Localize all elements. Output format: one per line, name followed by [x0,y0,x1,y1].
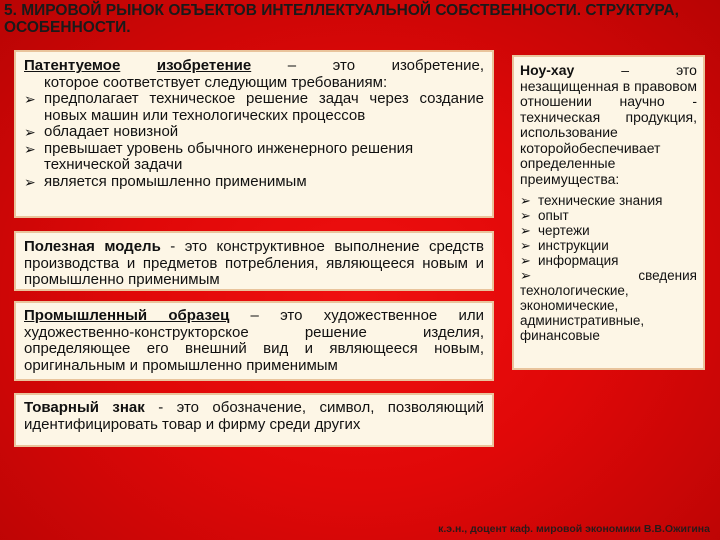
patent-requirement-item: ➢ превышает уровень обычного инженерного решения технической задачи [24,139,414,173]
arrow-bullet-icon: ➢ [520,193,531,208]
know-how-item: ➢ опыт [520,208,569,223]
arrow-bullet-icon: ➢ [24,124,36,140]
patent-definition-lead [24,58,484,75]
patent-requirement-item: ➢ предполагает техническое решение задач через создание новых машин или технологических процессов [24,90,484,124]
know-how-dash: – [621,62,630,78]
arrow-bullet-icon: ➢ [520,223,531,238]
utility-model-box [14,231,494,291]
trademark-term: Товарный знак [24,399,145,416]
know-how-definition [520,63,697,187]
know-how-item: ➢ сведения [520,268,697,283]
arrow-bullet-icon: ➢ [520,208,531,223]
utility-definition: - это конструктивное выполнение средств производства и предметов потребления, являющееся новым и промышленно применимым [24,238,485,288]
know-how-item: ➢ инструкции [520,238,609,253]
patent-term-2: изобретение [156,57,252,74]
design-term: Промышленный образец [24,307,230,324]
patent-requirement-item: ➢ обладает новизной [24,123,179,140]
know-how-item: ➢ чертежи [520,223,590,238]
know-how-eto: это [676,62,697,78]
author-footer: к.э.н., доцент каф. мировой экономики В.В.Ожигина [438,523,710,535]
arrow-bullet-icon: ➢ [520,268,532,283]
patent-lead-continuation: которое соответствует следующим требованиям: [44,73,388,91]
arrow-bullet-icon: ➢ [24,91,36,107]
know-how-term: Ноу-хау [520,62,575,78]
trademark-box [14,393,494,447]
patent-lead-rest: – это изобретение, [251,57,485,74]
arrow-bullet-icon: ➢ [24,140,36,157]
arrow-bullet-icon: ➢ [24,173,36,190]
patent-term-1: Патентуемое [24,57,121,74]
patent-requirement-item: ➢ является промышленно применимым [24,172,307,190]
know-how-info-types: технологические, экономические, административные, финансовые [520,283,645,343]
industrial-design-box [14,301,494,381]
know-how-item: ➢ технические знания [520,193,663,208]
arrow-bullet-icon: ➢ [520,238,531,253]
trademark-definition: - это обозначение, символ, позволяющий идентифицировать товар и фирму среди других [24,399,484,433]
know-how-advantages-list [520,193,697,283]
design-definition: – это художественное или художественно-конструкторское решение изделия, определяющее его внешний вид и являющееся новым, оригинальным и промышленно применимым [24,307,484,374]
patent-requirements-list [24,91,484,190]
utility-term: Полезная модель [24,238,161,255]
know-how-text: незащищенная в правовом отношении научно - техническая продукция, использование которойобеспечивает определенные преимущества: [520,77,697,187]
know-how-item: ➢ информация [520,253,619,268]
patent-invention-box [14,50,494,218]
know-how-box [512,55,705,370]
arrow-bullet-icon: ➢ [520,253,531,268]
slide-title: 5. МИРОВОЙ РЫНОК ОБЪЕКТОВ ИНТЕЛЛЕКТУАЛЬНОЙ СОБСТВЕННОСТИ. СТРУКТУРА, ОСОБЕННОСТИ. [4,2,679,36]
